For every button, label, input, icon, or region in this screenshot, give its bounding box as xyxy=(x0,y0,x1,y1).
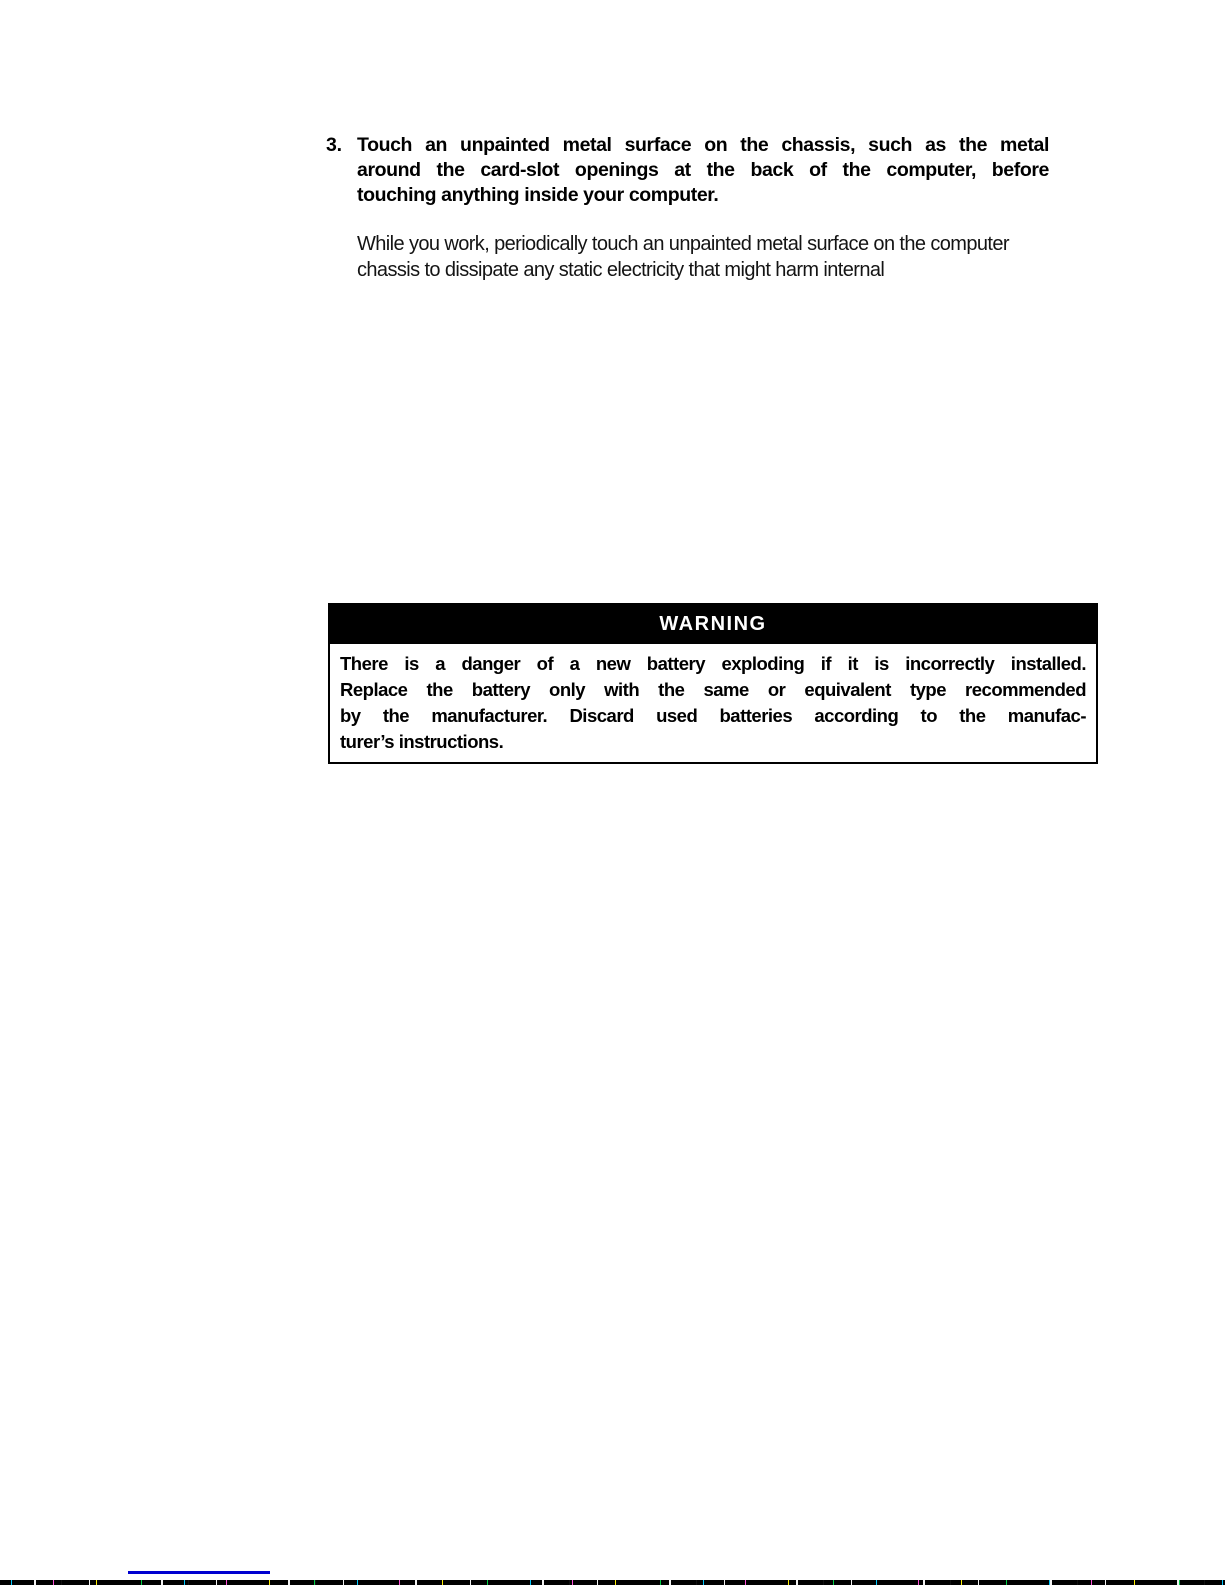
warning-title: WARNING xyxy=(659,613,767,635)
text-line: Touch an unpainted metal surface on the chassis, such as the metal xyxy=(357,134,1049,156)
scan-edge-artifact xyxy=(0,1580,1225,1585)
step-number: 3. xyxy=(326,134,342,156)
warning-box xyxy=(328,603,1098,764)
text-line: chassis to dissipate any static electricity that might harm internal xyxy=(357,259,885,281)
link-underline-artifact xyxy=(128,1571,270,1574)
text-line: There is a danger of a new battery exploding if it is incorrectly installed. xyxy=(340,653,1086,674)
text-line: While you work, periodically touch an unpainted metal surface on the computer xyxy=(357,233,1009,255)
warning-header xyxy=(330,605,1096,644)
text-line: touching anything inside your computer. xyxy=(357,184,719,206)
step-heading xyxy=(357,133,1049,208)
warning-body-text xyxy=(330,644,1096,762)
text-line: Replace the battery only with the same or equivalent type recommended xyxy=(340,679,1086,700)
text-line: around the card-slot openings at the back of the computer, before xyxy=(357,159,1049,181)
text-line: turer’s instructions. xyxy=(340,731,504,752)
text-line: by the manufacturer. Discard used batteries according to the manufac- xyxy=(340,705,1086,726)
step-paragraph xyxy=(357,231,1097,283)
